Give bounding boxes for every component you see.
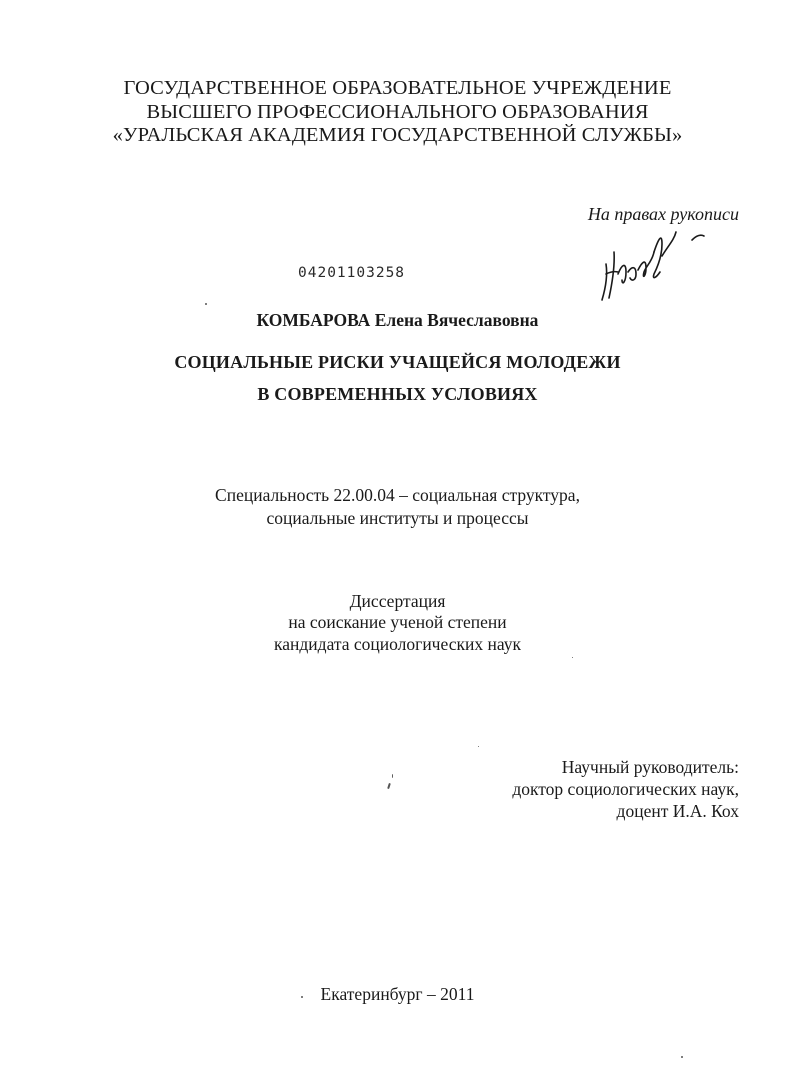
author-surname: КОМБАРОВА [256,310,371,330]
supervisor-line-3: доцент И.А. Кох [616,801,739,821]
scan-speck [301,996,303,998]
manuscript-rights-note: На правах рукописи [587,204,739,224]
scan-speck [681,1056,683,1058]
dissertation-line-2: на соискание ученой степени [288,612,507,632]
title-line-2: В СОВРЕМЕННЫХ УСЛОВИЯХ [257,384,538,404]
catalog-number: 04201103258 [298,265,406,281]
author-given-names: Елена Вячеславовна [374,310,539,330]
scan-speck [205,303,207,305]
institution-line-2: ВЫСШЕГО ПРОФЕССИОНАЛЬНОГО ОБРАЗОВАНИЯ [146,101,649,123]
institution-line-3: «УРАЛЬСКАЯ АКАДЕМИЯ ГОСУДАРСТВЕННОЙ СЛУЖБЫ» [112,124,683,146]
specialty-line-2: социальные институты и процессы [266,508,529,528]
specialty-line-1: Специальность 22.00.04 – социальная структура, [215,485,580,505]
scan-speck [572,657,573,658]
dissertation-line-1: Диссертация [349,591,446,611]
supervisor-line-1: Научный руководитель: [561,757,739,777]
author-name [0,312,795,330]
scan-speck [478,746,479,747]
signature-image [596,222,708,304]
supervisor-line-2: доктор социологических наук, [512,779,739,799]
scan-speck [392,774,393,778]
scan-speck [387,783,391,789]
footer-city-year: Екатеринбург – 2011 [320,984,475,1004]
dissertation-line-3: кандидата социологических наук [274,634,521,654]
title-line-1: СОЦИАЛЬНЫЕ РИСКИ УЧАЩЕЙСЯ МОЛОДЕЖИ [174,352,621,372]
institution-line-1: ГОСУДАРСТВЕННОЕ ОБРАЗОВАТЕЛЬНОЕ УЧРЕЖДЕНИЕ [123,77,672,99]
